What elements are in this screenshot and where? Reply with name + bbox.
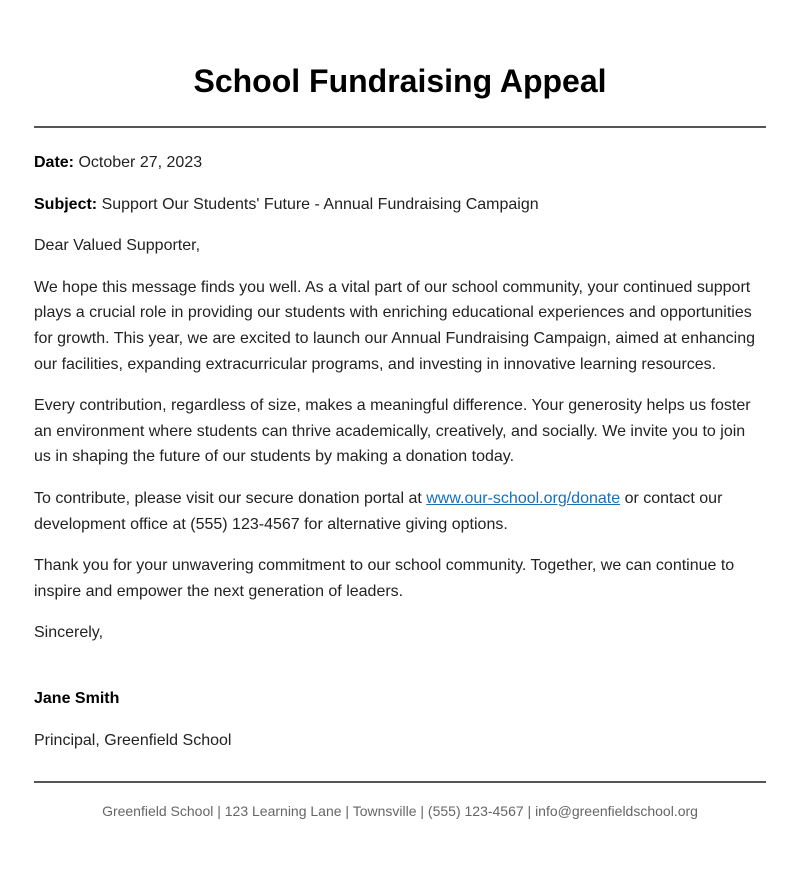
subject-line [34,192,766,218]
date-line [34,150,766,176]
date-label: Date: [34,154,75,171]
letter-body [34,128,766,753]
paragraph-invitation: Every contribution, regardless of size, makes a meaningful difference. Your generosity helps us foster an environment where students can thrive academically, creatively, and socially. We invite you to join us in shaping the future of our students by making a donation today. [34,397,751,466]
signer-name: Jane Smith [34,689,120,707]
subject-value: Support Our Students' Future - Annual Fundraising Campaign [101,195,539,213]
paragraph-thanks: Thank you for your unwavering commitment to our school community. Together, we can continue to inspire and empower the next generation of leaders. [34,557,735,600]
footer-divider [34,781,766,783]
page-title: School Fundraising Appeal [193,63,607,99]
contribute-text-before: To contribute, please visit our secure donation portal at [34,489,422,507]
paragraph-contribute [34,486,766,537]
date-value: October 27, 2023 [78,154,203,171]
signer-title: Principal, Greenfield School [34,731,232,749]
greeting: Dear Valued Supporter, [34,237,201,255]
subject-label: Subject: [34,195,98,213]
donation-link[interactable]: www.our-school.org/donate [426,489,621,507]
contribute-text-after: or contact our development office at (555) 123-4567 for alternative giving options. [34,489,723,533]
footer-contact: Greenfield School | 123 Learning Lane | Townsville | (555) 123-4567 | info@greenfieldschool.org [102,803,698,820]
closing: Sincerely, [34,624,104,642]
paragraph-intro: We hope this message finds you well. As a vital part of our school community, your continued support plays a crucial role in providing our students with enriching educational experiences and opportunities for growth. This year, we are excited to launch our Annual Fundraising Campaign, aimed at enhancing our facilities, expanding extracurricular programs, and investing in innovative learning resources. [34,278,756,373]
